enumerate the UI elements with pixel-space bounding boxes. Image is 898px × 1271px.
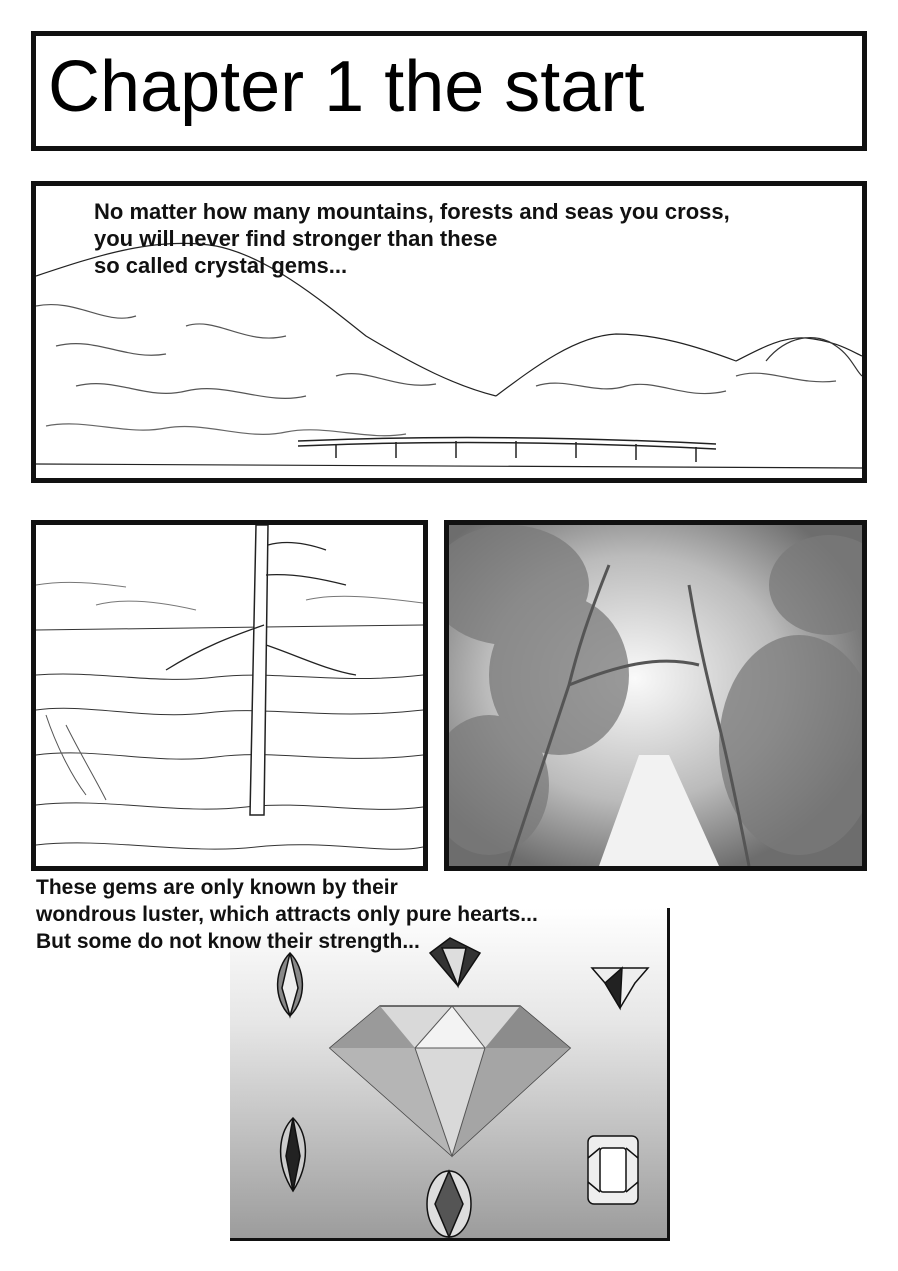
narration-box-1 — [94, 198, 730, 279]
pine-tree-art — [36, 525, 423, 866]
narration-line: But some do not know their strength... — [36, 930, 420, 953]
chapter-title-panel — [31, 31, 867, 151]
narration-line: so called crystal gems... — [94, 253, 348, 278]
panel-forest-path — [444, 520, 867, 871]
panel-mountain-landscape — [31, 181, 867, 483]
narration-box-2 — [36, 874, 538, 955]
crystal-gems-art — [230, 908, 667, 1238]
chapter-title: Chapter 1 the start — [48, 47, 645, 127]
forest-path-art — [449, 525, 862, 866]
narration-line: you will never find stronger than these — [94, 226, 498, 251]
narration-line: No matter how many mountains, forests and seas you cross, — [94, 199, 730, 224]
narration-line: These gems are only known by their — [36, 876, 398, 899]
panel-crystal-gems — [230, 908, 670, 1241]
panel-pine-tree — [31, 520, 428, 871]
narration-line: wondrous luster, which attracts only pure hearts... — [36, 903, 538, 926]
